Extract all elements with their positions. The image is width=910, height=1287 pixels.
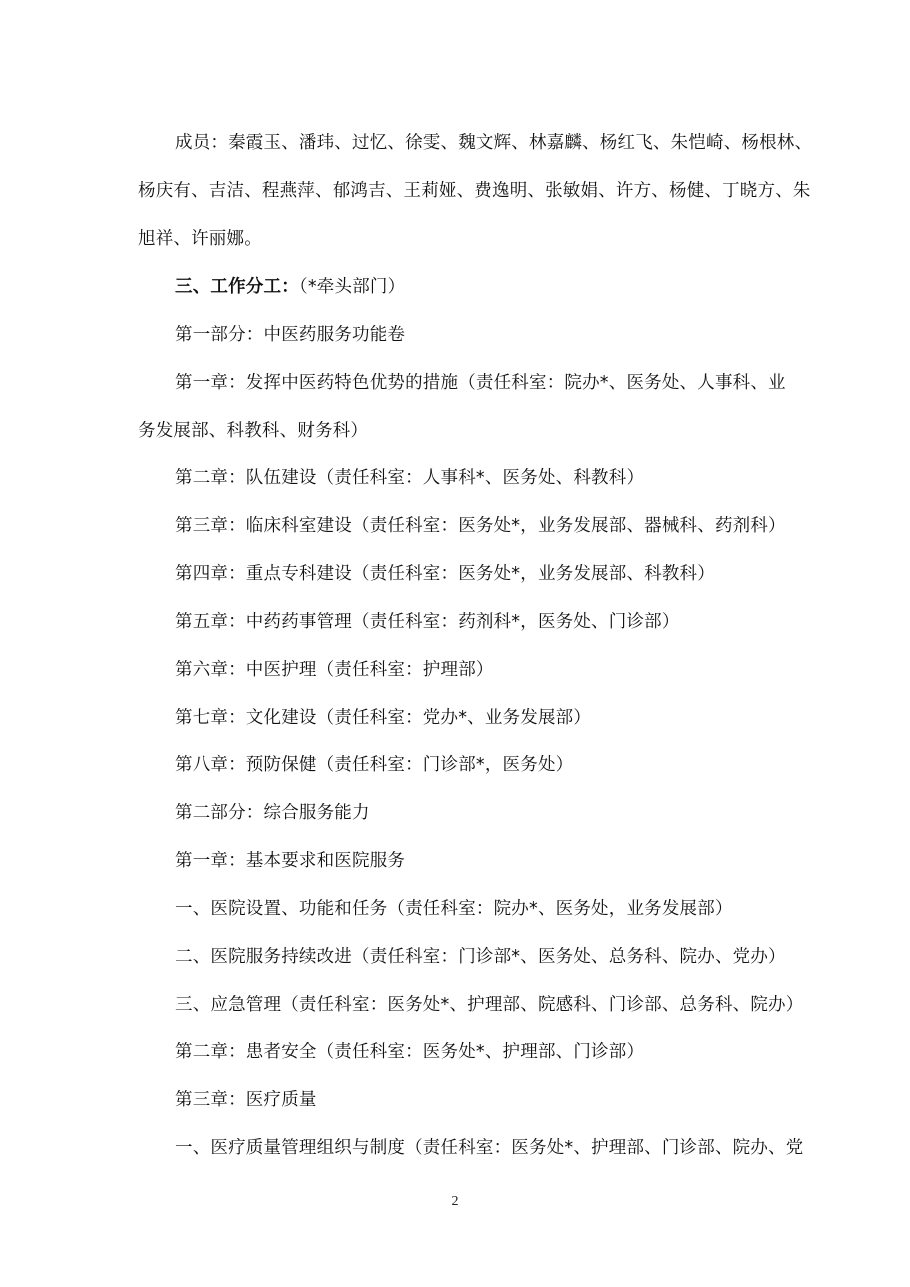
part2-chapter2: 第二章：患者安全（责任科室：医务处*、护理部、门诊部） [175, 1042, 645, 1062]
page-number: 2 [451, 1194, 459, 1209]
part2-chapter1-item3: 三、应急管理（责任科室：医务处*、护理部、院感科、门诊部、总务科、院办） [175, 995, 804, 1015]
part1-chapter1-line1: 第一章：发挥中医药特色优势的措施（责任科室：院办*、医务处、人事科、业 [175, 373, 786, 393]
part1-chapter5: 第五章：中药药事管理（责任科室：药剂科*，医务处、门诊部） [175, 612, 680, 632]
section-3-heading: 三、工作分工： [175, 277, 299, 297]
part2-chapter1: 第一章：基本要求和医院服务 [175, 851, 406, 871]
part-1-title: 第一部分：中医药服务功能卷 [175, 325, 406, 345]
part1-chapter8: 第八章：预防保健（责任科室：门诊部*，医务处） [175, 755, 574, 775]
section-3-note: （*牵头部门） [298, 277, 406, 297]
part1-chapter6: 第六章：中医护理（责任科室：护理部） [175, 660, 494, 680]
part1-chapter1-line2: 务发展部、科教科、财务科） [138, 421, 369, 441]
part1-chapter4: 第四章：重点专科建设（责任科室：医务处*，业务发展部、科教科） [175, 564, 715, 584]
part1-chapter3: 第三章：临床科室建设（责任科室：医务处*，业务发展部、器械科、药剂科） [175, 516, 786, 536]
part1-chapter7: 第七章：文化建设（责任科室：党办*、业务发展部） [175, 708, 592, 728]
part2-chapter1-item2: 二、医院服务持续改进（责任科室：门诊部*、医务处、总务科、院办、党办） [175, 947, 786, 967]
members-line-1: 成员：秦霞玉、潘玮、过忆、徐雯、魏文辉、林嘉麟、杨红飞、朱恺崎、杨根林、 [175, 133, 813, 153]
part2-chapter3-item1: 一、医疗质量管理组织与制度（责任科室：医务处*、护理部、门诊部、院办、党 [175, 1138, 804, 1158]
section-3-heading-line [0, 275, 910, 299]
members-line-2: 杨庆有、吉洁、程燕萍、郁鸿吉、王莉娅、费逸明、张敏娟、许方、杨健、丁晓方、朱 [138, 181, 811, 201]
part-2-title: 第二部分：综合服务能力 [175, 803, 370, 823]
part1-chapter2: 第二章：队伍建设（责任科室：人事科*、医务处、科教科） [175, 468, 645, 488]
part2-chapter1-item1: 一、医院设置、功能和任务（责任科室：院办*、医务处，业务发展部） [175, 899, 733, 919]
members-line-3: 旭祥、许丽娜。 [138, 229, 262, 249]
part2-chapter3: 第三章：医疗质量 [175, 1090, 317, 1110]
